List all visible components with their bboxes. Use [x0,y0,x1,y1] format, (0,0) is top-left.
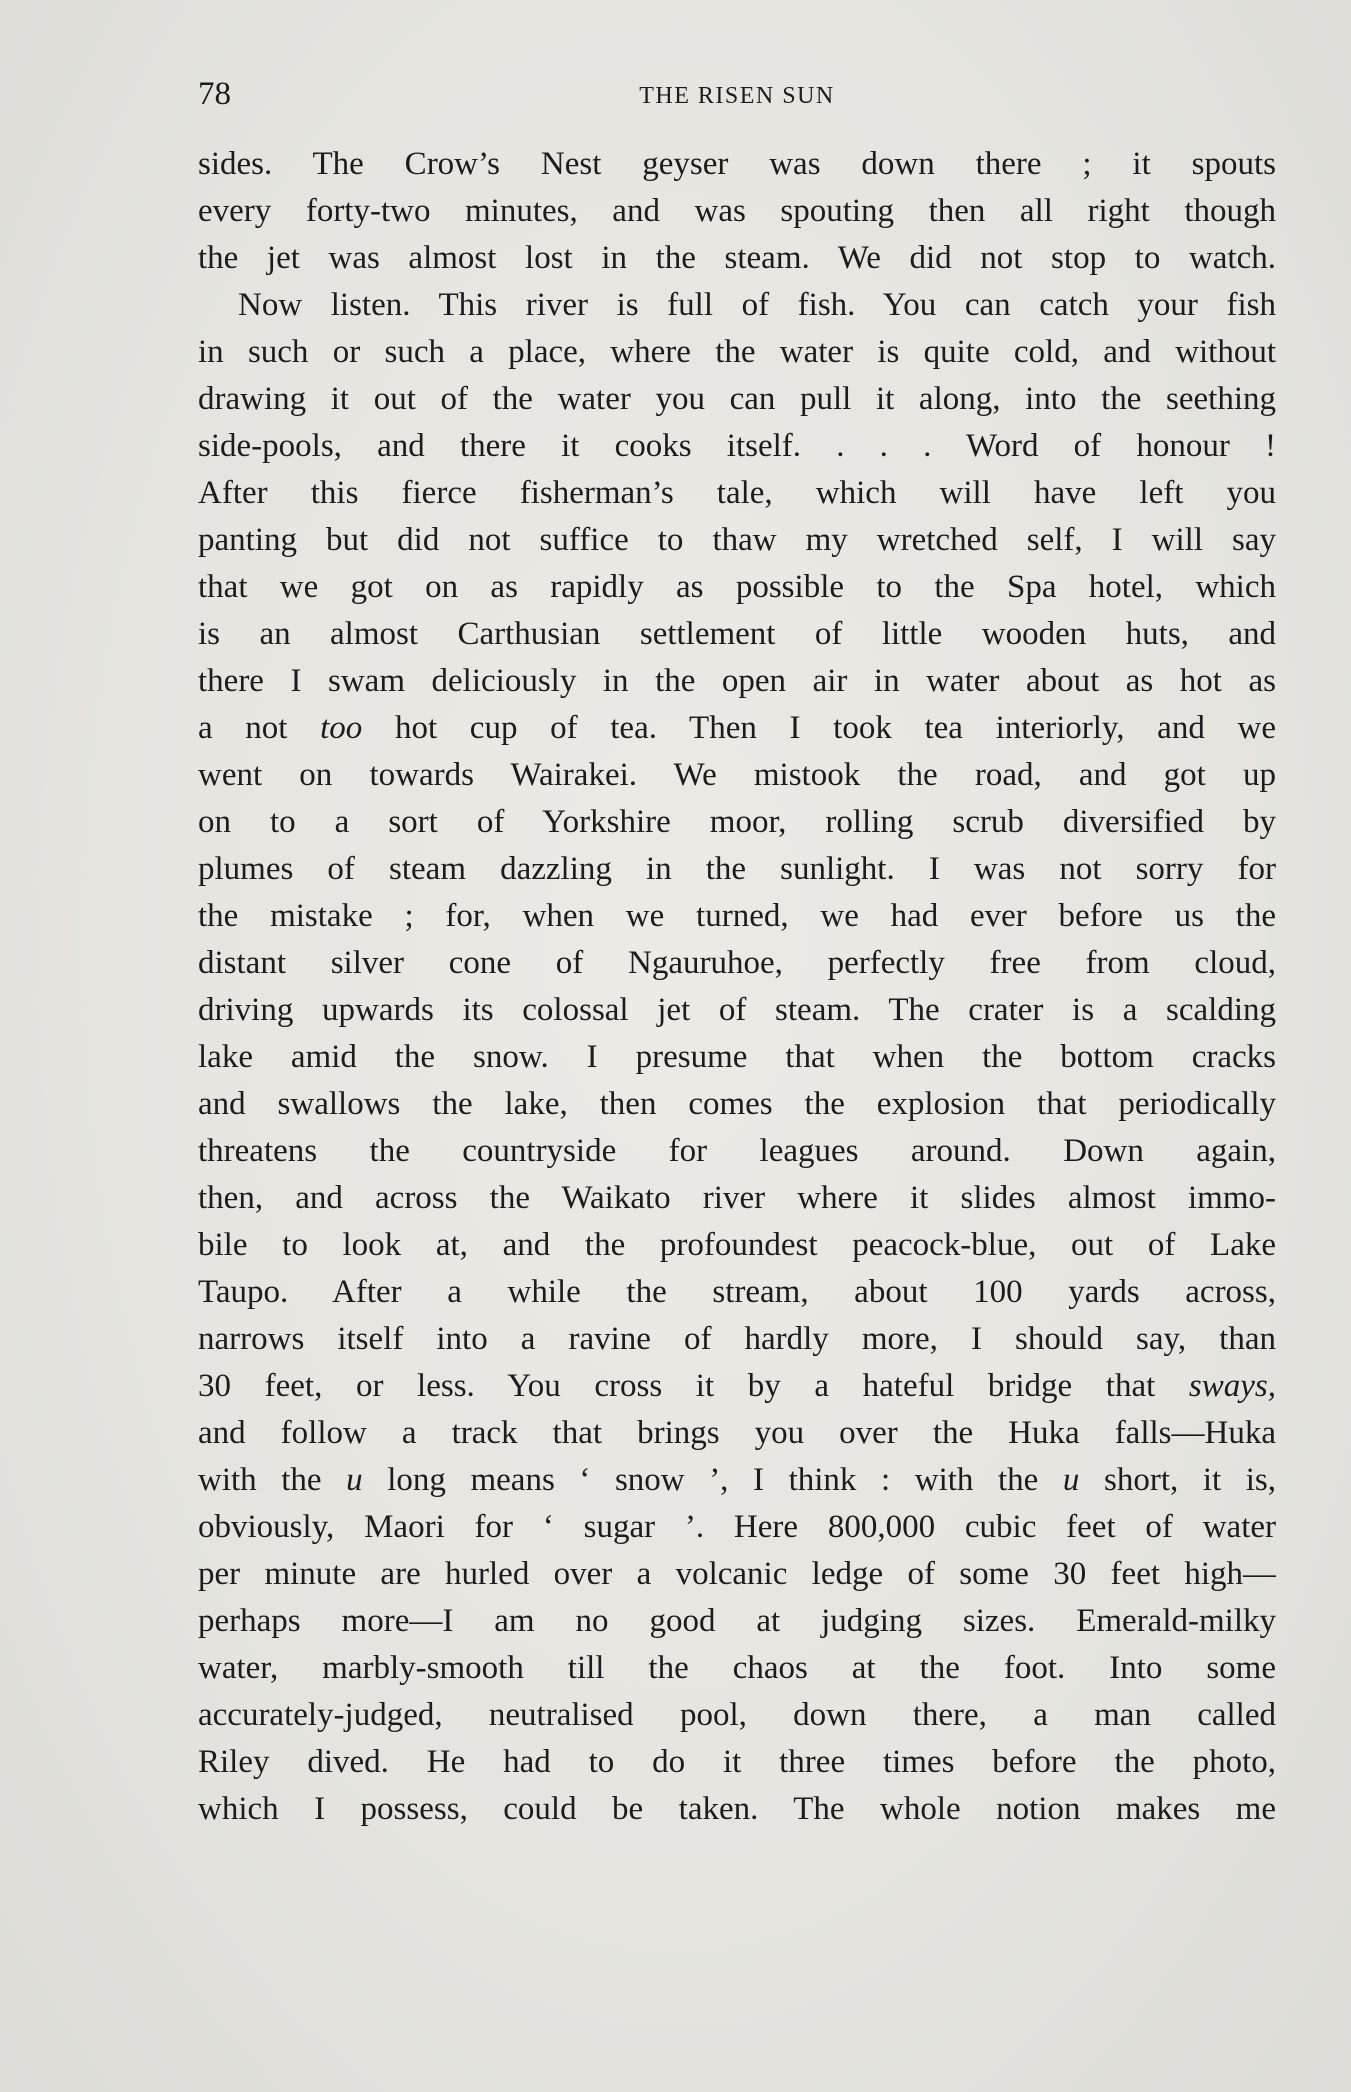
text-segment: sides. The Crow’s Nest geyser was down there ; it spouts [198,146,1276,182]
text-line [198,846,1276,893]
text-segment: per minute are hurled over a volcanic ledge of some 30 feet high— [198,1556,1276,1592]
text-segment: accurately-judged, neutralised pool, down there, a man called [198,1697,1276,1733]
text-segment: the mistake ; for, when we turned, we had ever before us the [198,898,1276,934]
text-segment: perhaps more—I am no good at judging sizes. Emerald-milky [198,1603,1276,1639]
text-segment: narrows itself into a ravine of hardly more, I should say, than [198,1321,1276,1357]
text-line [198,1316,1276,1363]
text-line [198,987,1276,1034]
text-line [198,1598,1276,1645]
text-segment: a not [198,710,321,746]
text-segment: water, marbly-smooth till the chaos at the foot. Into some [198,1650,1276,1686]
text-line [198,1034,1276,1081]
text-line [198,235,1276,282]
page-number: 78 [198,76,231,112]
text-line [198,752,1276,799]
text-segment: on to a sort of Yorkshire moor, rolling scrub diversified by [198,804,1276,840]
italic-text: sways, [1188,1368,1276,1404]
text-line [198,1222,1276,1269]
text-line [198,423,1276,470]
text-line [198,470,1276,517]
text-segment: short, it is, [1079,1462,1276,1498]
text-line [198,517,1276,564]
text-segment: plumes of steam dazzling in the sunlight. I was not sorry for [198,851,1276,887]
text-line [198,376,1276,423]
text-segment: After this fierce fisherman’s tale, which will have left you [198,475,1276,511]
running-head: THE RISEN SUN [639,83,835,109]
text-segment: the jet was almost lost in the steam. We did not stop to watch. [198,240,1276,276]
text-segment: distant silver cone of Ngauruhoe, perfectly free from cloud, [198,945,1276,981]
text-line [198,799,1276,846]
text-segment: bile to look at, and the profoundest peacock-blue, out of Lake [198,1227,1276,1263]
text-segment: panting but did not suffice to thaw my wretched self, I will say [198,522,1276,558]
text-line [198,282,1276,329]
text-segment: Riley dived. He had to do it three times before the photo, [198,1744,1276,1780]
text-line [198,141,1276,188]
text-line [198,1269,1276,1316]
text-segment: with the [198,1462,347,1498]
text-line [198,1551,1276,1598]
text-segment: every forty-two minutes, and was spouting then all right though [198,193,1276,229]
text-segment: drawing it out of the water you can pull it along, into the seething [198,381,1276,417]
text-line [198,611,1276,658]
text-line [198,188,1276,235]
text-line [198,1739,1276,1786]
text-line [198,1363,1276,1410]
text-segment: is an almost Carthusian settlement of little wooden huts, and [198,616,1276,652]
text-line [198,1410,1276,1457]
text-line [198,1692,1276,1739]
text-segment: Now listen. This river is full of fish. You can catch your fish [238,287,1276,323]
text-line [198,940,1276,987]
text-line [198,705,1276,752]
italic-text: u [1062,1462,1080,1498]
text-line [198,893,1276,940]
text-segment: 30 feet, or less. You cross it by a hateful bridge that [198,1368,1189,1404]
text-segment: Taupo. After a while the stream, about 100 yards across, [198,1274,1276,1310]
text-line [198,1457,1276,1504]
text-segment: threatens the countryside for leagues around. Down again, [198,1133,1276,1169]
text-segment: side-pools, and there it cooks itself. . . . Word of honour ! [198,428,1276,464]
text-segment: went on towards Wairakei. We mistook the road, and got up [198,757,1276,793]
text-line [198,1504,1276,1551]
text-segment: in such or such a place, where the water is quite cold, and without [198,334,1276,370]
text-line [198,1128,1276,1175]
italic-text: u [346,1462,363,1498]
text-segment: that we got on as rapidly as possible to the Spa hotel, which [198,569,1276,605]
text-segment: and swallows the lake, then comes the explosion that periodically [198,1086,1276,1122]
text-segment: and follow a track that brings you over the Huka falls—Huka [198,1415,1276,1451]
text-segment: which I possess, could be taken. The whole notion makes me [198,1791,1276,1827]
text-line [198,1175,1276,1222]
text-line [198,564,1276,611]
text-line [198,1786,1276,1833]
page-header [198,74,1276,114]
text-line [198,658,1276,705]
text-segment: there I swam deliciously in the open air in water about as hot as [198,663,1276,699]
text-segment: hot cup of tea. Then I took tea interiorly, and we [362,710,1276,746]
text-segment: obviously, Maori for ‘ sugar ’. Here 800,000 cubic feet of water [198,1509,1276,1545]
body-text [198,141,1276,1833]
text-segment: driving upwards its colossal jet of steam. The crater is a scalding [198,992,1276,1028]
text-segment: lake amid the snow. I presume that when the bottom cracks [198,1039,1276,1075]
text-line [198,1081,1276,1128]
text-segment: long means ‘ snow ’, I think : with the [362,1462,1063,1498]
text-segment: then, and across the Waikato river where it slides almost immo- [198,1180,1276,1216]
text-line [198,1645,1276,1692]
italic-text: too [320,710,363,746]
text-line [198,329,1276,376]
